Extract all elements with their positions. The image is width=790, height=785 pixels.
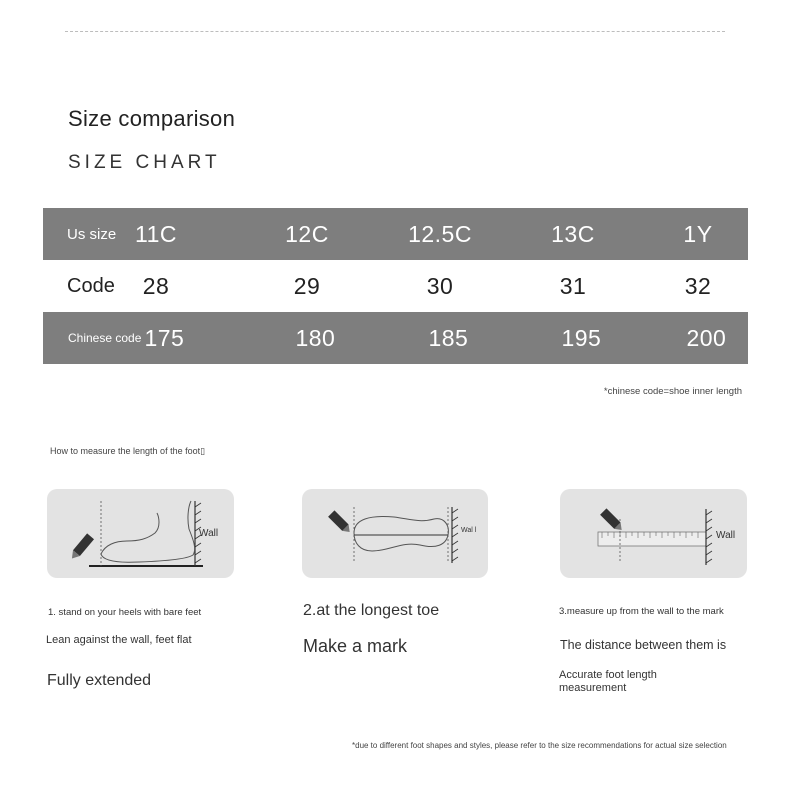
step1-line3: Fully extended (47, 672, 152, 689)
row-us-size (43, 208, 748, 260)
cell-value: 13C (551, 220, 595, 247)
step1-line1: 1. stand on your heels with bare feet (48, 607, 202, 618)
step1-illustration (47, 489, 234, 578)
step3-line3: Accurate foot length measurement (559, 669, 657, 694)
cell-value: 12.5C (408, 220, 472, 247)
cell-value: 28 (142, 272, 170, 299)
cell-value: 29 (293, 272, 321, 299)
measure-heading: How to measure the length of the foot▯ (50, 446, 206, 456)
wall-label: Wall (716, 530, 736, 541)
row-label-chinese-code: Chinese code (68, 331, 142, 345)
step1-line2: Lean against the wall, feet flat (46, 634, 192, 646)
cell-value: 195 (561, 324, 602, 351)
cell-value: 200 (686, 324, 727, 351)
row-values (133, 221, 748, 248)
cell-value: 31 (559, 272, 587, 299)
row-values (133, 273, 748, 300)
row-code (43, 260, 748, 312)
page-subtitle: SIZE CHART (68, 152, 221, 173)
step3-line2: The distance between them is (560, 638, 727, 652)
row-label-us-size: Us size (67, 225, 117, 243)
footnote: *due to different foot shapes and styles, please refer to the size recommendations for actual size selection (352, 741, 727, 750)
cell-value: 30 (426, 272, 454, 299)
wall-label: Wal l (461, 527, 477, 534)
cell-value: 1Y (683, 220, 713, 247)
cell-value: 11C (135, 220, 177, 247)
wall-label: Wall (199, 528, 219, 539)
cell-value: 32 (684, 272, 712, 299)
page-title: Size comparison (68, 106, 236, 131)
cell-value: 185 (428, 324, 469, 351)
step2-illustration (302, 489, 488, 578)
step3-illustration (560, 489, 747, 578)
row-chinese-code (43, 312, 748, 364)
step2-line2: Make a mark (303, 636, 408, 656)
row-values (141, 325, 756, 352)
row-label-code: Code (67, 274, 115, 297)
step2-line1: 2.at the longest toe (303, 602, 440, 619)
cell-value: 175 (144, 324, 185, 351)
cell-value: 12C (285, 220, 329, 247)
size-table (43, 208, 748, 364)
step3-line1: 3.measure up from the wall to the mark (559, 606, 724, 617)
top-divider (65, 31, 725, 32)
chinese-code-note: *chinese code=shoe inner length (603, 386, 742, 397)
cell-value: 180 (295, 324, 336, 351)
